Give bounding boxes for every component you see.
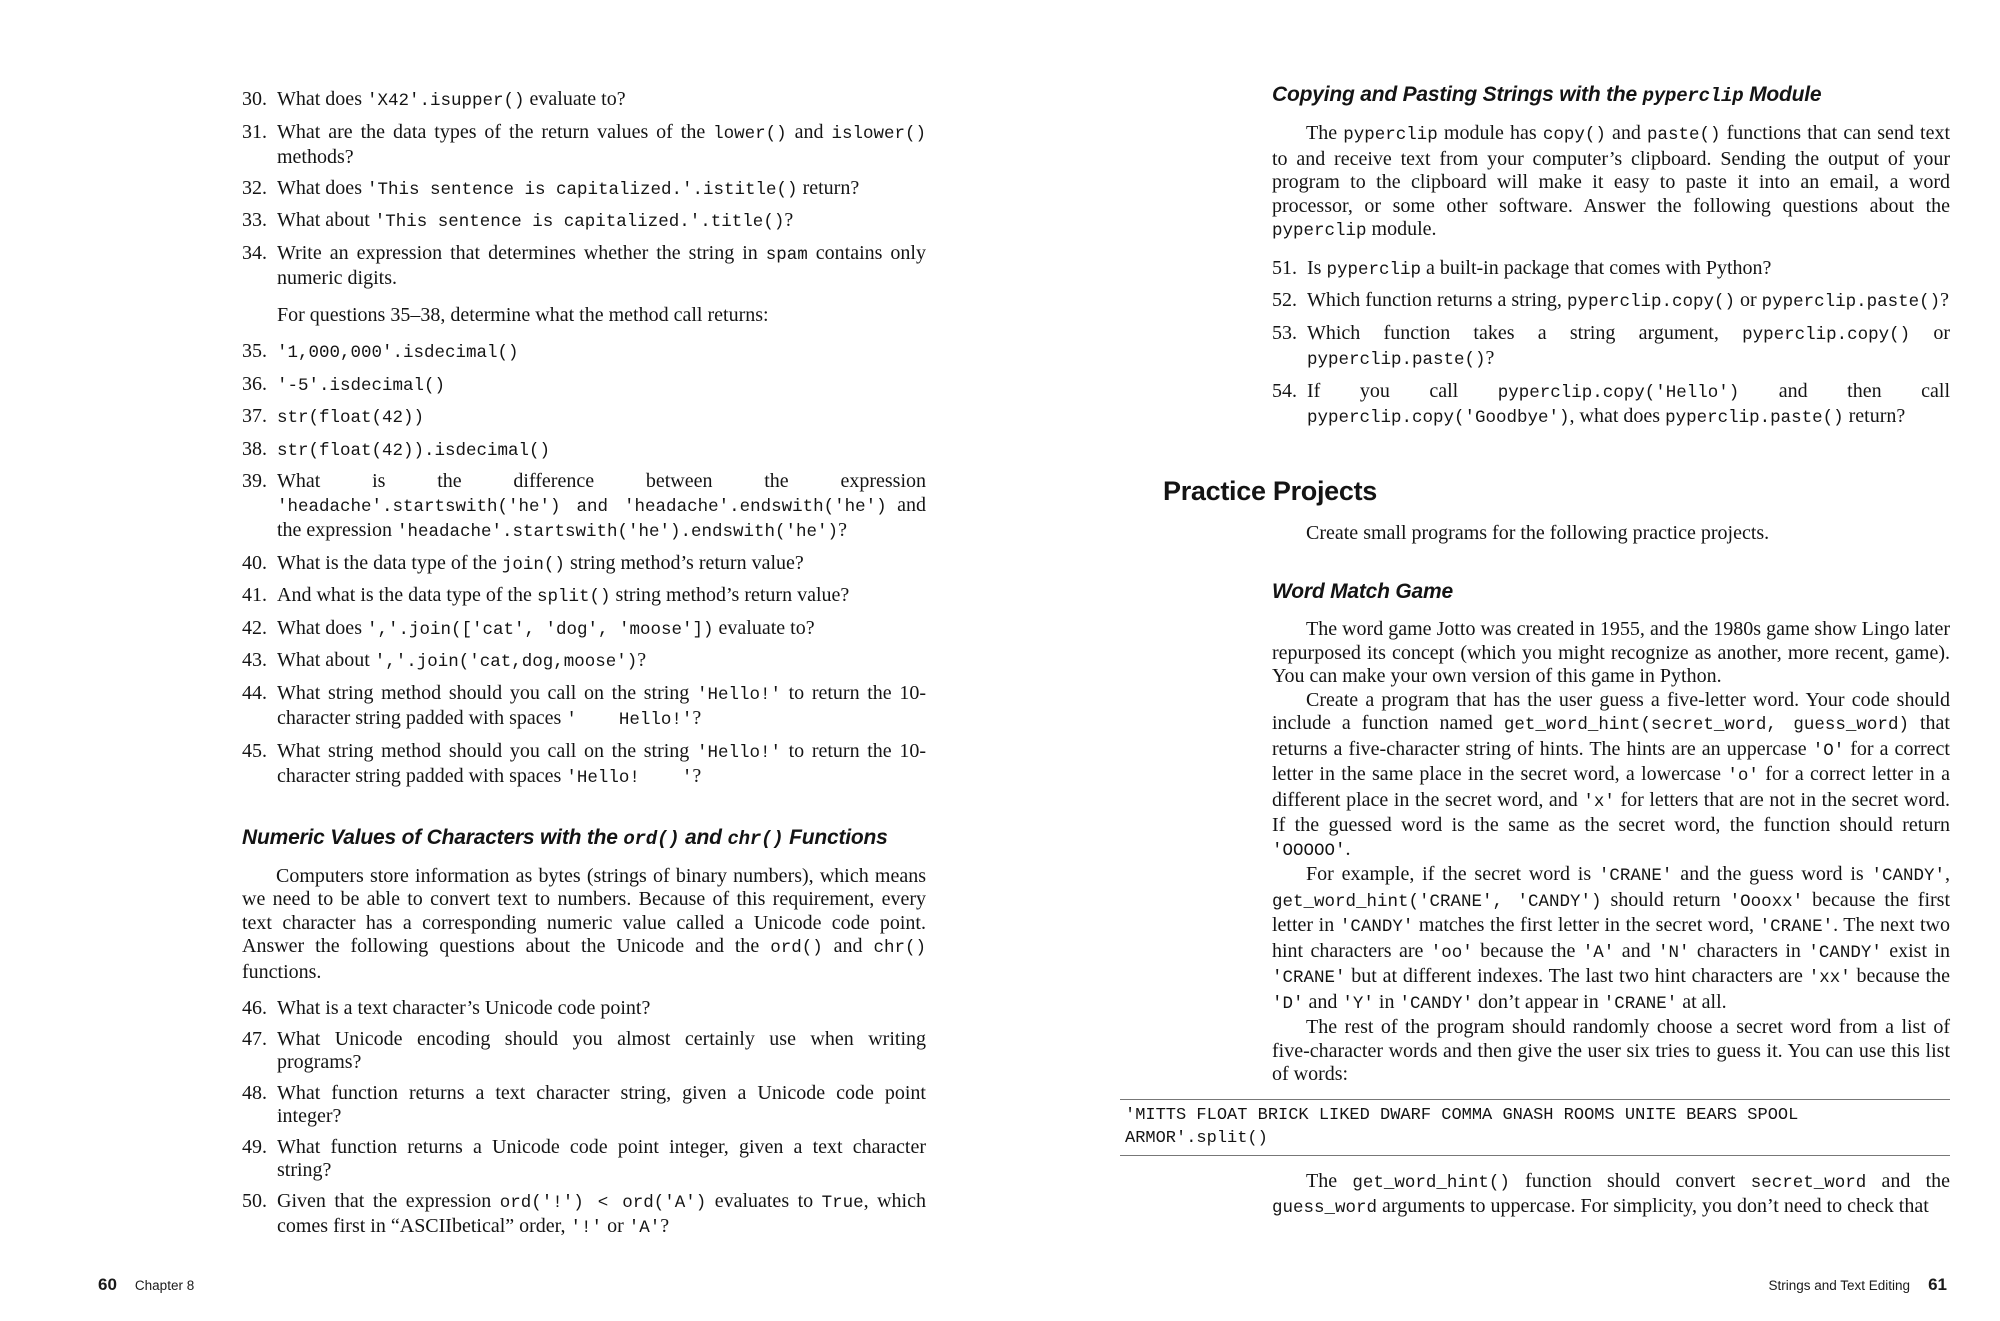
question-number: 31. [242, 120, 267, 143]
inline-code: islower() [831, 123, 926, 144]
question-text: Is pyperclip a built-in package that comes with Python? [1307, 256, 1772, 280]
inline-code: chr() [727, 827, 784, 850]
inline-code: 'D' [1272, 993, 1304, 1014]
right-page [1125, 82, 1951, 1221]
inline-code: 'Hello!' [696, 684, 781, 705]
inline-code: 'headache'.startswith('he').endswith('he') [396, 522, 839, 542]
inline-code: str(float(42)).isdecimal() [277, 440, 551, 461]
inline-code: secret_word [1750, 1172, 1867, 1193]
inline-code: spam [765, 244, 808, 265]
question-item [242, 373, 926, 399]
inline-code: get_word_hint('CRANE', 'CANDY') [1272, 891, 1602, 912]
chapter-title-label: Strings and Text Editing [1768, 1277, 1911, 1293]
question-list [242, 88, 926, 291]
question-text: What string method should you call on the string 'Hello!' to return the 10-character string padded with spaces 'Hello! '? [277, 739, 926, 788]
inline-code: get_word_hint() [1352, 1172, 1510, 1193]
question-item [242, 121, 926, 170]
question-item [242, 209, 926, 235]
question-text: Given that the expression ord('!') < ord('A') evaluates to True, which comes first in “ASCIIbetical” order, '!' or 'A'? [277, 1189, 926, 1238]
question-number: 40. [242, 551, 267, 574]
question-number: 44. [242, 681, 267, 704]
paragraph: Computers store information as bytes (strings of binary numbers), which means we need to be able to convert text to numbers. Because of this requirement, every text character has a corresponding numeric value called a Unicode code point. Answer the following questions about the Unicode and the ord() and chr() functions. [242, 864, 926, 983]
question-number: 35. [242, 340, 267, 362]
inline-code: 'O' [1812, 740, 1845, 761]
question-number: 38. [242, 437, 267, 460]
question-number: 52. [1272, 289, 1297, 311]
inline-code: 'Oooxx' [1729, 891, 1804, 912]
question-number: 53. [1272, 321, 1297, 344]
question-number: 50. [242, 1189, 267, 1212]
question-text: What is the difference between the expression 'headache'.startswith('he') and 'headache'.endswith('he') and the expression 'headache'.startswith('he').endswith('he')? [277, 470, 926, 542]
question-item [1272, 322, 1950, 373]
inline-code: pyperclip.paste() [1307, 350, 1486, 370]
inline-code: pyperclip.paste() [1665, 408, 1844, 428]
inline-code: pyperclip.copy('Goodbye') [1307, 408, 1570, 428]
inline-code: 'CANDY' [1871, 866, 1945, 886]
inline-code: '-5'.isdecimal() [277, 375, 446, 396]
question-text: What does ','.join(['cat', 'dog', 'moose']) evaluate to? [277, 616, 815, 640]
question-number: 47. [242, 1027, 267, 1050]
inline-code: ','.join('cat,dog,moose') [374, 652, 638, 672]
inline-code: 'Hello! ' [566, 768, 693, 788]
inline-code: 'CRANE' [1759, 917, 1834, 937]
paragraph: For example, if the secret word is 'CRANE' and the guess word is 'CANDY', get_word_hint('CRANE', 'CANDY') should return 'Oooxx' because the first letter in 'CANDY' matches the first letter in the secret word, 'CRANE'. The next two hint characters are 'oo' because the 'A' and 'N' characters in 'CANDY' exist in 'CRANE' but at different indexes. The last two hint characters are 'xx' because the 'D' and 'Y' in 'CANDY' don’t appear in 'CRANE' at all. [1272, 863, 1950, 1014]
inline-code: 'CANDY' [1808, 942, 1882, 963]
question-text: What are the data types of the return values of the lower() and islower() methods? [277, 120, 926, 168]
question-item [242, 682, 926, 733]
inline-code: pyperclip [1642, 85, 1744, 107]
inline-code: 'CANDY' [1339, 917, 1414, 937]
page-number: 61 [1928, 1274, 1947, 1294]
inline-code: 'A' [1582, 942, 1615, 963]
inline-code: 'This sentence is capitalized.'.istitle() [366, 179, 798, 200]
question-item [242, 88, 926, 114]
question-list [1272, 257, 1950, 431]
question-item [242, 552, 926, 578]
inline-code: 'A' [628, 1218, 661, 1238]
inline-code: pyperclip.copy() [1566, 292, 1735, 312]
inline-code: split() [536, 587, 611, 607]
left-page-footer [98, 1273, 194, 1298]
question-number: 41. [242, 584, 267, 606]
question-text [277, 373, 926, 399]
question-item [242, 438, 926, 464]
question-number: 49. [242, 1135, 267, 1158]
question-item [242, 649, 926, 675]
inline-code: 'X42'.isupper() [366, 91, 525, 111]
question-item [242, 405, 926, 431]
question-number: 46. [242, 997, 267, 1019]
question-text: And what is the data type of the split() string method’s return value? [277, 584, 850, 607]
inline-code: 'This sentence is capitalized.'.title() [374, 212, 785, 232]
question-text: Write an expression that determines whether the string in spam contains only numeric digits. [277, 241, 926, 289]
inline-code: 'CANDY' [1399, 993, 1473, 1014]
inline-code: pyperclip.copy('Hello') [1497, 382, 1740, 403]
chapter-label: Chapter 8 [134, 1277, 195, 1293]
question-number: 37. [242, 405, 267, 427]
question-item [1272, 289, 1950, 315]
paragraph: Create a program that has the user guess a five-letter word. Your code should include a function named get_word_hint(secret_word, guess_word) that returns a five-character string of hints. The hints are an uppercase 'O' for a correct letter in the same place in the secret word, a lowercase 'o' for a correct letter in a different place in the secret word, and 'x' for letters that are not in the secret word. If the guessed word is the same as the secret word, the function should return 'OOOOO'. [1272, 688, 1950, 861]
inline-code: '!' [570, 1218, 603, 1238]
inline-code: 'x' [1583, 791, 1615, 812]
inline-code: pyperclip.paste() [1761, 292, 1941, 312]
inline-code: 'Hello!' [696, 742, 781, 763]
question-item [242, 997, 926, 1021]
inline-code: ord() [770, 938, 823, 958]
question-text: What about 'This sentence is capitalized.'.title()? [277, 209, 794, 232]
inline-code: pyperclip [1343, 125, 1438, 145]
inline-code: 'CRANE' [1598, 866, 1673, 886]
inline-code: ','.join(['cat', 'dog', 'moose']) [366, 619, 714, 640]
inline-code: join() [501, 554, 565, 575]
question-item [242, 470, 926, 545]
inline-code: 'headache'.startswith('he') and 'headache'.endswith('he') [277, 496, 887, 517]
question-number: 45. [242, 739, 267, 762]
question-text: What does 'X42'.isupper() evaluate to? [277, 88, 626, 111]
right-page-footer [1768, 1273, 1947, 1298]
left-page [242, 86, 926, 1248]
inline-code: '1,000,000'.isdecimal() [277, 343, 519, 363]
question-number: 36. [242, 372, 267, 395]
question-text: What does 'This sentence is capitalized.'.istitle() return? [277, 176, 860, 200]
question-number: 39. [242, 470, 267, 492]
inline-code: 'CRANE' [1603, 993, 1678, 1014]
page-number: 60 [98, 1274, 117, 1294]
question-list [242, 340, 926, 791]
question-item [242, 1136, 926, 1183]
question-text: If you call pyperclip.copy('Hello') and then call pyperclip.copy('Goodbye'), what does pyperclip.paste() return? [1307, 379, 1950, 428]
question-text: What Unicode encoding should you almost certainly use when writing programs? [277, 1027, 926, 1073]
question-item [242, 1082, 926, 1129]
paragraph: The get_word_hint() function should convert secret_word and the guess_word arguments to uppercase. For simplicity, you don’t need to check that [1272, 1169, 1951, 1218]
question-text: What function returns a Unicode code point integer, given a text character string? [277, 1135, 926, 1181]
inline-code: get_word_hint(secret_word, guess_word) [1503, 715, 1909, 735]
question-number: 42. [242, 616, 267, 639]
question-item [1272, 380, 1950, 431]
paragraph: For questions 35–38, determine what the method call returns: [277, 303, 769, 326]
inline-code: ord() [623, 827, 680, 850]
question-number: 30. [242, 88, 267, 110]
paragraph: The word game Jotto was created in 1955, and the 1980s game show Lingo later repurposed its concept (which you might recognize as another, more recent, game). You can make your own version of this game in Python. [1272, 618, 1950, 687]
paragraph: The rest of the program should randomly choose a secret word from a list of five-character words and then give the user six tries to guess it. You can use this list of words: [1272, 1016, 1950, 1085]
inline-code: paste() [1646, 125, 1721, 145]
question-number: 43. [242, 649, 267, 671]
question-text: Which function takes a string argument, pyperclip.copy() or pyperclip.paste()? [1307, 321, 1950, 370]
question-item [242, 1028, 926, 1075]
paragraph: The pyperclip module has copy() and paste() functions that can send text to and receive text from your computer’s clipboard. Sending the output of your program to the clipboard will make it easy to paste it into an email, a word processor, or some other software. Answer the following questions about the pyperclip module. [1272, 122, 1951, 241]
question-number: 48. [242, 1081, 267, 1104]
inline-code: 'o' [1727, 766, 1759, 786]
inline-code: ' Hello!' [566, 710, 693, 730]
inline-code: guess_word [1272, 1198, 1378, 1218]
subsection-heading: Word Match Game [1272, 580, 1453, 603]
question-item [242, 177, 926, 203]
inline-code: lower() [713, 123, 787, 144]
inline-code: 'CRANE' [1272, 968, 1346, 988]
question-item [242, 740, 926, 791]
question-text: What function returns a text character string, given a Unicode code point integer? [277, 1081, 926, 1127]
code-block: 'MITTS FLOAT BRICK LIKED DWARF COMMA GNASH ROOMS UNITE BEARS SPOOL ARMOR'.split() [1120, 1099, 1950, 1156]
inline-code: 'Y' [1342, 993, 1374, 1014]
question-item [242, 1190, 926, 1241]
question-text: Which function returns a string, pyperclip.copy() or pyperclip.paste()? [1307, 289, 1950, 312]
question-list [242, 997, 926, 1241]
inline-code: pyperclip [1272, 221, 1367, 241]
question-item [242, 617, 926, 643]
question-text [277, 438, 926, 464]
question-item [242, 340, 926, 366]
question-number: 54. [1272, 379, 1297, 402]
question-item [242, 584, 926, 610]
question-text: What about ','.join('cat,dog,moose')? [277, 649, 647, 672]
subsection-heading: Copying and Pasting Strings with the pyperclip Module [1272, 83, 1822, 107]
paragraph: Create small programs for the following practice projects. [1306, 521, 1770, 544]
inline-code: chr() [873, 938, 926, 958]
subsection-heading: Numeric Values of Characters with the ord() and chr() Functions [242, 825, 888, 850]
inline-code: copy() [1542, 125, 1606, 145]
inline-code: 'OOOOO' [1272, 840, 1346, 861]
inline-code: 'N' [1657, 942, 1690, 963]
inline-code: ord('!') < ord('A') [499, 1192, 707, 1213]
question-text [277, 340, 926, 366]
inline-code: 'oo' [1430, 942, 1473, 963]
question-number: 34. [242, 241, 267, 264]
question-text: What is a text character’s Unicode code point? [277, 997, 651, 1019]
inline-code: str(float(42)) [277, 408, 425, 428]
question-text: What is the data type of the join() string method’s return value? [277, 551, 804, 575]
inline-code: True [821, 1192, 864, 1213]
question-number: 33. [242, 209, 267, 231]
question-text: What string method should you call on the string 'Hello!' to return the 10-character string padded with spaces ' Hello!'? [277, 681, 926, 730]
question-text [277, 405, 926, 431]
inline-code: pyperclip.copy() [1742, 324, 1911, 345]
inline-code: 'xx' [1808, 968, 1851, 988]
inline-code: pyperclip [1326, 259, 1421, 280]
question-number: 32. [242, 176, 267, 199]
question-item [242, 242, 926, 291]
question-number: 51. [1272, 256, 1297, 279]
section-heading: Practice Projects [1163, 475, 1378, 506]
question-item [1272, 257, 1950, 283]
